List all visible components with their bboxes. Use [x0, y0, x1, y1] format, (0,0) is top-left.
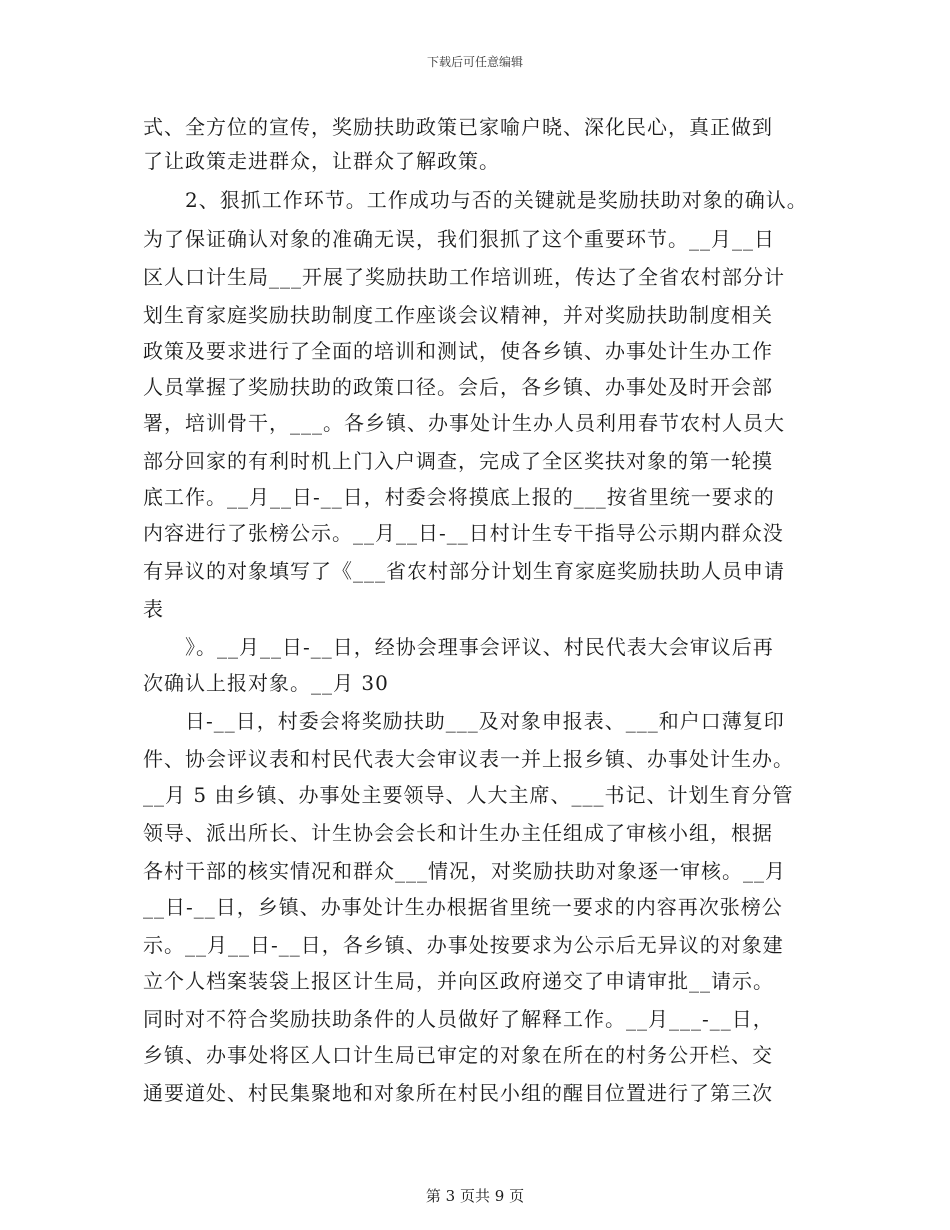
- paragraph-line: 为了保证确认对象的准确无误，我们狠抓了这个重要环节。__月__日: [143, 227, 775, 251]
- paragraph-line: 人员掌握了奖励扶助的政策口径。会后，各乡镇、办事处及时开会部: [143, 375, 773, 399]
- paragraph-line: 2、狠抓工作环节。工作成功与否的关键就是奖励扶助对象的确认。: [185, 188, 808, 212]
- paragraph-line: 底工作。__月__日-__日，村委会将摸底上报的___按省里统一要求的: [143, 485, 775, 509]
- paragraph-line: 有异议的对象填写了《___省农村部分计划生育家庭奖励扶助人员申请: [143, 559, 785, 583]
- page-number: 第 3 页共 9 页: [425, 1187, 525, 1205]
- page-header: 下载后可任意编辑: [426, 55, 523, 69]
- paragraph-line: 日-__日，村委会将奖励扶助___及对象申报表、___和户口薄复印: [185, 709, 785, 733]
- paragraph-line: 各村干部的核实情况和群众___情况，对奖励扶助对象逐一审核。__月: [143, 859, 786, 883]
- paragraph-line: 政策及要求进行了全面的培训和测试，使各乡镇、办事处计生办工作: [143, 339, 773, 363]
- paragraph-line: 通要道处、村民集聚地和对象所在村民小组的醒目位置进行了第三次: [143, 1081, 773, 1105]
- paragraph-line: 立个人档案装袋上报区计生局，并向区政府递交了申请审批__请示。: [143, 969, 774, 993]
- paragraph-line: __月 5 由乡镇、办事处主要领导、人大主席、___书记、计划生育分管: [143, 783, 794, 807]
- paragraph-line: 内容进行了张榜公示。__月__日-__日村计生专干指导公示期内群众没: [143, 521, 784, 545]
- paragraph-line: 式、全方位的宣传，奖励扶助政策已家喻户晓、深化民心，真正做到: [143, 115, 773, 139]
- paragraph-line: 示。__月__日-__日，各乡镇、办事处按要求为公示后无异议的对象建: [143, 933, 784, 957]
- paragraph-line: 次确认上报对象。__月 30: [143, 671, 389, 695]
- paragraph-line: 部分回家的有利时机上门入户调查，完成了全区奖扶对象的第一轮摸: [143, 449, 773, 473]
- paragraph-line: 领导、派出所长、计生协会会长和计生办主任组成了审核小组，根据: [143, 821, 773, 845]
- paragraph-line: 同时对不符合奖励扶助条件的人员做好了解释工作。__月___-__日，: [143, 1007, 774, 1031]
- paragraph-line: 署，培训骨干，___。各乡镇、办事处计生办人员利用春节农村人员大: [143, 411, 785, 435]
- paragraph-line: 区人口计生局___开展了奖励扶助工作培训班，传达了全省农村部分计: [143, 265, 785, 289]
- paragraph-line: 件、协会评议表和村民代表大会审议表一并上报乡镇、办事处计生办。: [143, 747, 794, 771]
- paragraph-line: __日-__日，乡镇、办事处计生办根据省里统一要求的内容再次张榜公: [143, 895, 783, 919]
- paragraph-line: 乡镇、办事处将区人口计生局已审定的对象在所在的村务公开栏、交: [143, 1043, 773, 1067]
- paragraph-line: 划生育家庭奖励扶助制度工作座谈会议精神，并对奖励扶助制度相关: [143, 303, 773, 327]
- paragraph-line: 》。__月__日-__日，经协会理事会评议、村民代表大会审议后再: [185, 635, 774, 659]
- paragraph-line: 了让政策走进群众，让群众了解政策。: [143, 149, 500, 173]
- paragraph-line: 表: [143, 597, 164, 621]
